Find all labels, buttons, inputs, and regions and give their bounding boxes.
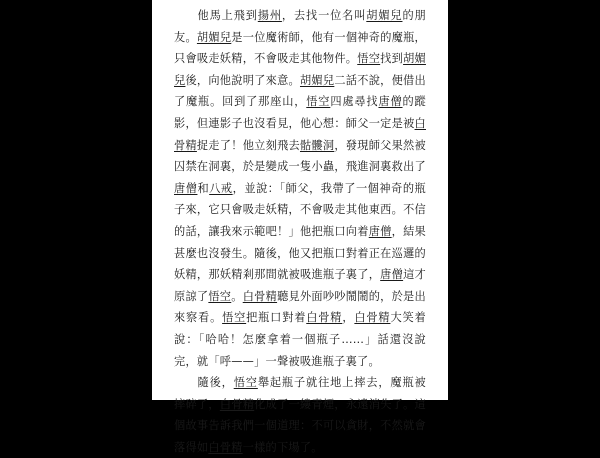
text-run: 隨後， bbox=[197, 376, 234, 390]
text-run: 聽見外面吵吵鬧鬧的，於是出來察看。 bbox=[174, 289, 426, 325]
text-run: 和 bbox=[197, 181, 210, 195]
text-run: 把瓶口對着 bbox=[246, 311, 307, 325]
text-run: 一樣的下場了。 bbox=[242, 440, 323, 454]
text-run: 化成了一縷青煙，永遠消失了。這個故事告訴我們一個道理：不可以貪財，不然就會落得如 bbox=[174, 397, 426, 454]
text-run: 四處尋找 bbox=[330, 95, 379, 109]
proper-noun: 悟空 bbox=[357, 52, 381, 66]
proper-noun: 悟空 bbox=[306, 95, 331, 109]
proper-noun: 悟空 bbox=[222, 311, 247, 325]
proper-noun: 唐僧 bbox=[174, 181, 198, 195]
proper-noun: 胡媚兒 bbox=[196, 30, 232, 44]
text-run: ，並說：「師父，我帶了一個神奇的瓶子來，它只會吸走妖精，不會吸走其他東西。不信的話，讓我來示範吧！」他把瓶口向着 bbox=[174, 181, 426, 238]
paragraph-2 bbox=[174, 372, 426, 458]
text-run: 他馬上飛到 bbox=[197, 9, 258, 22]
text-run: 的蹤影，但連影子也沒看見，他心想：師父一定是被 bbox=[174, 95, 426, 130]
proper-noun: 揚州 bbox=[257, 9, 282, 22]
text-run: 大笑着說：「哈哈！怎麼拿着一個瓶子……」話還沒說完，就「呼——」一聲被吸進瓶子裏了。 bbox=[174, 311, 426, 368]
proper-noun: 骷髏洞 bbox=[299, 138, 335, 152]
story-text bbox=[174, 5, 426, 458]
proper-noun: 白骨精 bbox=[242, 289, 278, 303]
text-run: 是一位魔術師，他有一個神奇的魔瓶，只會吸走妖精，不會吸走其他物件。 bbox=[174, 30, 426, 66]
text-run: ，去找一位名叫 bbox=[281, 9, 367, 22]
proper-noun: 白骨精 bbox=[208, 440, 243, 454]
text-run: 捉走了！他立刻飛去 bbox=[196, 138, 300, 152]
proper-noun: 悟空 bbox=[233, 376, 258, 390]
text-run: 找到 bbox=[380, 52, 404, 66]
proper-noun: 白骨精 bbox=[306, 311, 343, 325]
text-run: 舉起瓶子就往地上摔去，魔瓶被摔碎了， bbox=[174, 376, 426, 411]
proper-noun: 唐僧 bbox=[378, 95, 403, 109]
proper-noun: 胡媚兒 bbox=[299, 73, 335, 87]
proper-noun: 悟空 bbox=[208, 289, 232, 303]
text-run: 後，向他說明了來意。 bbox=[185, 73, 300, 87]
proper-noun: 胡媚兒 bbox=[174, 52, 426, 87]
text-run: ， bbox=[342, 311, 355, 325]
proper-noun: 白骨精 bbox=[174, 116, 426, 152]
proper-noun: 白骨精 bbox=[219, 397, 255, 411]
document-page bbox=[152, 0, 448, 454]
proper-noun: 唐僧 bbox=[380, 268, 404, 282]
proper-noun: 胡媚兒 bbox=[366, 9, 403, 22]
proper-noun: 八戒 bbox=[209, 181, 233, 195]
text-run: 的朋友。 bbox=[174, 9, 426, 44]
proper-noun: 唐僧 bbox=[368, 224, 392, 238]
text-run: 這才原諒了 bbox=[174, 268, 426, 303]
text-run: ，結果甚麼也沒發生。隨後，他又把瓶口對着正在巡邏的妖精，那妖精剎那間就被吸進瓶子裏了， bbox=[174, 224, 426, 282]
proper-noun: 白骨精 bbox=[354, 311, 391, 325]
text-run: ，發現師父果然被囚禁在洞裏，於是變成一隻小蟲，飛進洞裏救出了 bbox=[174, 138, 426, 174]
text-run: 二話不說，便借出了魔瓶。回到了那座山， bbox=[174, 73, 426, 109]
paragraph-1 bbox=[174, 5, 426, 372]
text-run: 。 bbox=[231, 289, 243, 303]
